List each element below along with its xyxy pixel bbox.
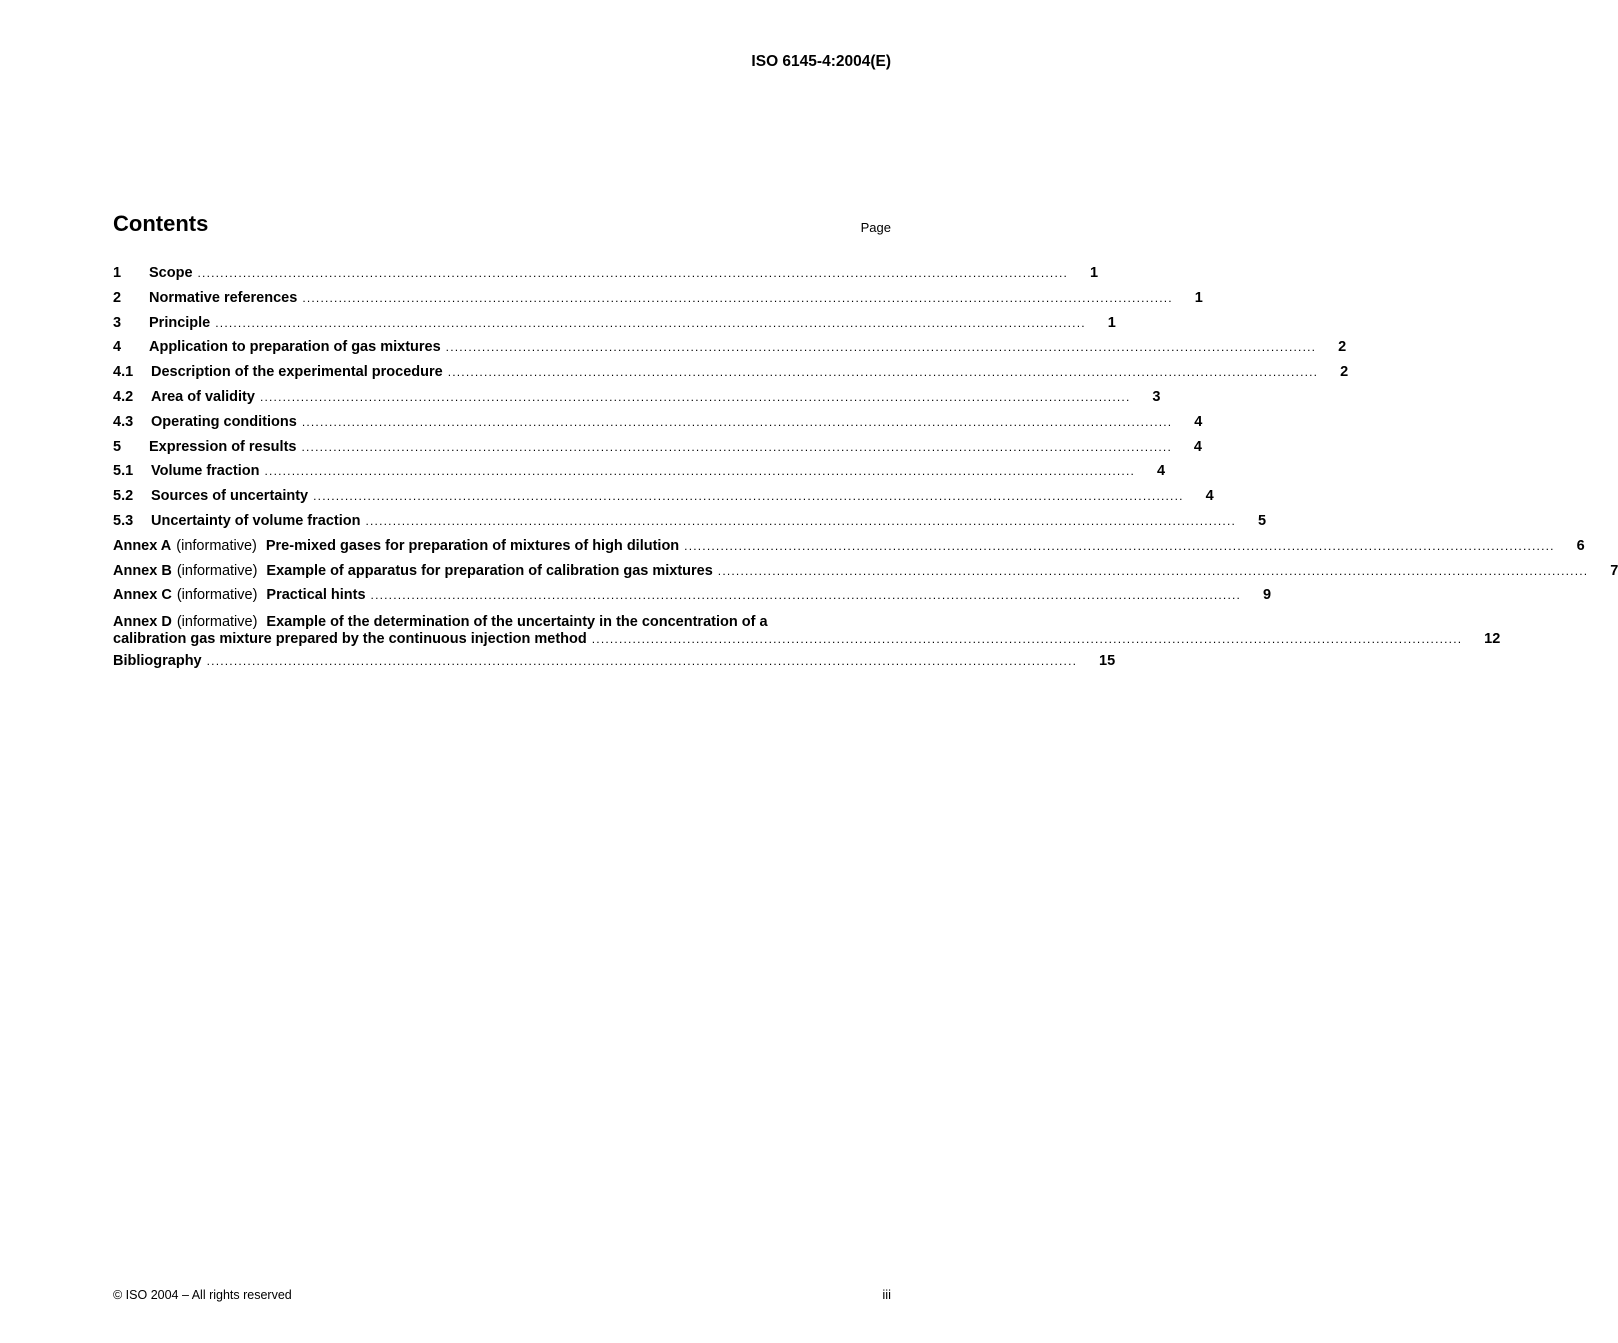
dot-leader: ................................................................................................................................................................................................ xyxy=(301,439,1172,454)
toc-entry-title: Normative references xyxy=(149,289,298,306)
toc-entry-5-2[interactable] xyxy=(113,488,1214,513)
dot-leader: ................................................................................................................................................................................................ xyxy=(206,654,1078,669)
toc-entry-title: Application to preparation of gas mixtures xyxy=(149,339,441,356)
toc-entry-title: Sources of uncertainty xyxy=(151,488,309,505)
toc-entry-page: 4 xyxy=(1194,413,1203,430)
toc-entry-title: Area of validity xyxy=(151,388,255,405)
toc-entry-page: 1 xyxy=(1107,314,1116,331)
toc-entry-page: 4 xyxy=(1193,438,1202,455)
toc-annex-a[interactable] xyxy=(113,537,1585,563)
dot-leader: ................................................................................................................................................................................................ xyxy=(365,513,1237,528)
toc-entry-4[interactable] xyxy=(113,339,1347,364)
annex-type: (informative) xyxy=(176,587,258,604)
toc-entry-title: Description of the experimental procedure xyxy=(151,364,443,381)
annex-label: Annex A xyxy=(113,537,172,554)
dot-leader: ................................................................................................................................................................................................ xyxy=(717,563,1589,578)
bibliography-page: 15 xyxy=(1099,653,1116,670)
toc-entry-4-3[interactable] xyxy=(113,413,1203,439)
toc-entry-page: 4 xyxy=(1156,463,1166,480)
toc-entry-5-1[interactable] xyxy=(113,463,1166,488)
page-number: iii xyxy=(882,1287,891,1302)
toc-entry-number: 1 xyxy=(113,265,122,281)
contents-heading: Contents xyxy=(113,211,209,236)
dot-leader: ................................................................................................................................................................................................ xyxy=(215,315,1086,330)
toc-entry-number: 4 xyxy=(113,339,122,356)
toc-entry-page: 4 xyxy=(1205,488,1214,505)
dot-leader: ................................................................................................................................................................................................ xyxy=(302,290,1173,305)
toc-entry-title: Scope xyxy=(149,265,193,281)
dot-leader: ................................................................................................................................................................................................ xyxy=(264,464,1136,479)
toc-entry-page: 2 xyxy=(1340,364,1349,381)
dot-leader: ................................................................................................................................................................................................ xyxy=(684,538,1555,553)
toc-entry-page: 1 xyxy=(1089,265,1099,281)
toc-entry-page: 2 xyxy=(1338,339,1347,356)
toc-annex-d[interactable] xyxy=(113,614,1501,648)
page-column-label: Page xyxy=(860,220,891,235)
toc-entry-2[interactable] xyxy=(113,289,1203,315)
toc-entry-1[interactable] xyxy=(113,265,1099,290)
toc-entry-number: 5.1 xyxy=(113,463,134,480)
annex-title: Practical hints xyxy=(266,587,366,604)
toc-entry-4-2[interactable] xyxy=(113,388,1161,414)
annex-page: 7 xyxy=(1610,562,1618,579)
annex-type: (informative) xyxy=(176,614,258,631)
toc-entry-page: 3 xyxy=(1152,388,1161,405)
annex-title: Example of apparatus for preparation of calibration gas mixtures xyxy=(266,562,713,579)
toc-entry-number: 3 xyxy=(113,314,122,331)
annex-title-line2: calibration gas mixture prepared by the continuous injection method xyxy=(113,631,587,648)
toc-entry-number: 5.2 xyxy=(113,488,134,505)
annex-label: Annex D xyxy=(113,614,172,631)
toc-entry-page: 5 xyxy=(1257,512,1267,529)
annex-label: Annex C xyxy=(113,587,172,604)
dot-leader: ................................................................................................................................................................................................ xyxy=(370,588,1242,603)
toc-annex-b[interactable] xyxy=(113,562,1618,588)
dot-leader: ................................................................................................................................................................................................ xyxy=(445,340,1317,355)
toc-annex-c[interactable] xyxy=(113,587,1272,612)
annex-title-line1: Example of the determination of the uncertainty in the concentration of a xyxy=(266,614,768,631)
dot-leader: ................................................................................................................................................................................................ xyxy=(591,632,1463,647)
annex-page: 12 xyxy=(1484,631,1501,648)
annex-page: 6 xyxy=(1576,537,1585,554)
annex-title: Pre-mixed gases for preparation of mixtures of high dilution xyxy=(265,537,680,554)
copyright-notice: © ISO 2004 – All rights reserved xyxy=(113,1288,292,1302)
bibliography-title: Bibliography xyxy=(113,653,202,670)
annex-label: Annex B xyxy=(113,562,172,579)
document-id: ISO 6145-4:2004(E) xyxy=(751,53,891,70)
toc-entry-number: 4.1 xyxy=(113,364,134,381)
dot-leader: ................................................................................................................................................................................................ xyxy=(301,414,1173,429)
annex-type: (informative) xyxy=(176,537,257,554)
toc-entry-number: 5 xyxy=(113,438,122,455)
dot-leader: ................................................................................................................................................................................................ xyxy=(447,365,1319,380)
dot-leader: ................................................................................................................................................................................................ xyxy=(197,266,1069,280)
dot-leader: ................................................................................................................................................................................................ xyxy=(259,389,1131,404)
toc-entry-page: 1 xyxy=(1194,289,1203,306)
toc-entry-title: Uncertainty of volume fraction xyxy=(151,512,361,529)
toc-entry-number: 4.3 xyxy=(113,413,134,430)
toc-entry-4-1[interactable] xyxy=(113,364,1349,389)
table-of-contents xyxy=(113,265,1618,678)
toc-entry-title: Operating conditions xyxy=(151,413,297,430)
toc-entry-title: Principle xyxy=(149,314,211,331)
dot-leader: ................................................................................................................................................................................................ xyxy=(313,489,1184,504)
toc-entry-number: 5.3 xyxy=(113,512,134,529)
toc-entry-title: Expression of results xyxy=(149,438,297,455)
toc-entry-title: Volume fraction xyxy=(151,463,260,480)
annex-page: 9 xyxy=(1262,587,1272,604)
toc-entry-5-3[interactable] xyxy=(113,512,1267,538)
toc-entry-number: 4.2 xyxy=(113,388,134,405)
toc-entry-number: 2 xyxy=(113,289,122,306)
toc-entry-5[interactable] xyxy=(113,438,1202,464)
toc-entry-3[interactable] xyxy=(113,314,1116,340)
annex-type: (informative) xyxy=(176,562,258,579)
toc-bibliography[interactable] xyxy=(113,653,1116,678)
